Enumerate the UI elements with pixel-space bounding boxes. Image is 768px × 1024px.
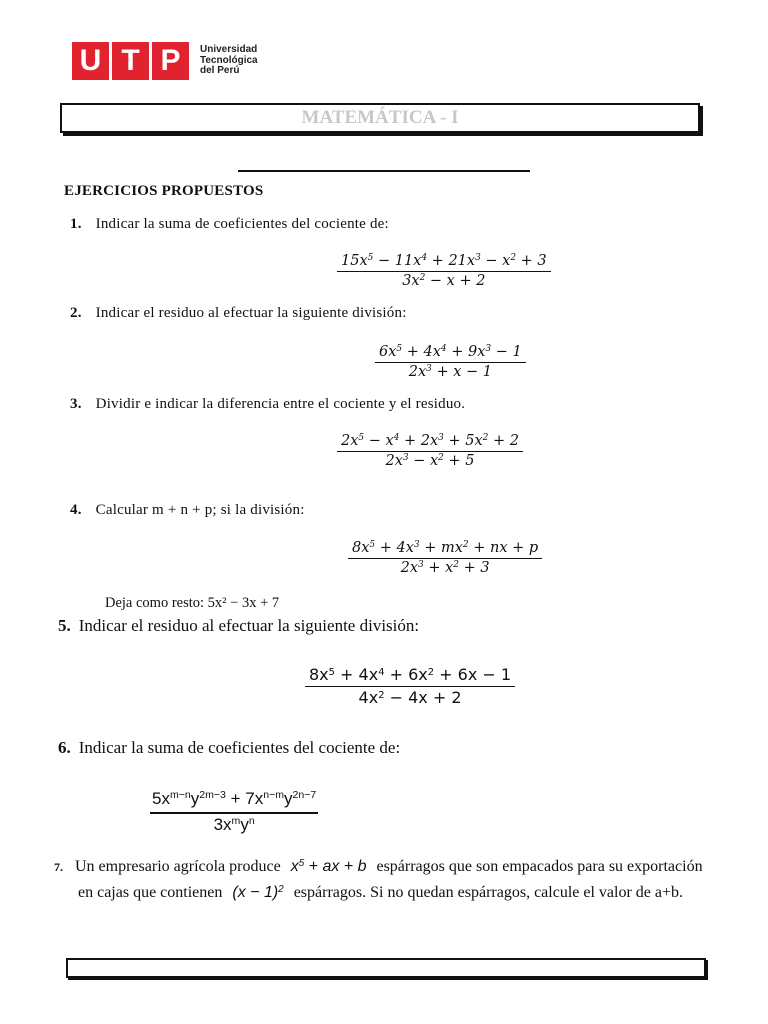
exercise-number: 3. <box>70 396 82 412</box>
exercise-text: en cajas que contienen <box>78 884 223 901</box>
logo-letter-t: T <box>112 42 149 80</box>
exercise-number: 1. <box>70 216 82 232</box>
exercise-number: 7. <box>54 860 63 874</box>
exercise-text: Indicar el residuo al efectuar la siguiente división: <box>95 305 407 321</box>
denominator: $2x^3 - x^2 + 5$ <box>385 453 475 469</box>
numerator: $5x^{m-n}y^{2m-3} + 7x^{n-m}y^{2n-7}$ <box>150 789 318 814</box>
exercise-text: Un empresario agrícola produce <box>75 858 281 875</box>
fraction-5 <box>305 665 515 707</box>
divider-line <box>238 170 530 172</box>
logo-line: del Perú <box>200 65 240 77</box>
logo-letter-u: U <box>72 42 109 80</box>
exercise-text: espárragos. Si no quedan espárragos, calcule el valor de a+b. <box>293 884 684 901</box>
denominator: $4x^2 - 4x + 2$ <box>358 688 462 707</box>
utp-logo <box>72 42 258 80</box>
exercise-1 <box>70 216 389 233</box>
denominator: $3x^my^n$ <box>213 815 255 834</box>
exercise-text: Indicar la suma de coeficientes del cociente de: <box>78 738 401 757</box>
logo-line: Tecnológica <box>200 54 258 66</box>
exercise-2 <box>70 305 407 322</box>
numerator: $2x^5 - x^4 + 2x^3 + 5x^2 + 2$ <box>337 433 523 452</box>
numerator: $8x^5 + 4x^4 + 6x^2 + 6x - 1$ <box>305 665 515 687</box>
numerator: $15x^5 - 11x^4 + 21x^3 - x^2 + 3$ <box>337 253 551 272</box>
denominator: $2x^3 + x^2 + 3$ <box>400 560 490 576</box>
exercise-6 <box>58 738 400 758</box>
numerator: $8x^5 + 4x^3 + mx^2$ + nx + p <box>348 540 542 559</box>
exercise-text: Calcular m + n + p; si la división: <box>95 502 305 518</box>
exercise-7-line-1 <box>54 858 703 876</box>
exercise-text: Dividir e indicar la diferencia entre el cociente y el residuo. <box>95 396 466 412</box>
logo-letter-p: P <box>152 42 189 80</box>
denominator: $2x^3 + x - 1$ <box>408 364 492 380</box>
logo-text <box>200 45 258 77</box>
fraction-1 <box>337 253 551 289</box>
exercise-number: 2. <box>70 305 82 321</box>
math-expression: $x^5$ + ax + b <box>290 857 367 875</box>
fraction-3 <box>337 433 523 469</box>
exercise-text: espárragos que son empacados para su exportación <box>376 858 703 875</box>
exercise-4-note: Deja como resto: 5x² − 3x + 7 <box>105 595 280 611</box>
exercise-4 <box>70 502 305 519</box>
section-heading: EJERCICIOS PROPUESTOS <box>64 183 264 199</box>
fraction-2 <box>375 344 526 380</box>
denominator: $3x^2 - x + 2$ <box>402 273 486 289</box>
exercise-number: 4. <box>70 502 82 518</box>
exercise-number: 5. <box>58 616 71 635</box>
page-title: MATEMÁTICA - I <box>301 107 459 128</box>
numerator: $6x^5 + 4x^4 + 9x^3 - 1$ <box>375 344 526 363</box>
math-expression: $(x - 1)^2$ <box>232 883 284 901</box>
logo-line: Universidad <box>200 44 258 56</box>
exercise-5 <box>58 616 419 636</box>
exercise-number: 6. <box>58 738 71 757</box>
exercise-7-line-2 <box>78 884 683 902</box>
exercise-text: Indicar el residuo al efectuar la siguiente división: <box>78 616 420 635</box>
footer-box <box>66 958 706 978</box>
title-box <box>60 103 700 133</box>
fraction-4 <box>348 540 542 576</box>
exercise-text: Indicar la suma de coeficientes del cociente de: <box>95 216 389 232</box>
exercise-3 <box>70 396 465 413</box>
fraction-6 <box>150 789 318 835</box>
